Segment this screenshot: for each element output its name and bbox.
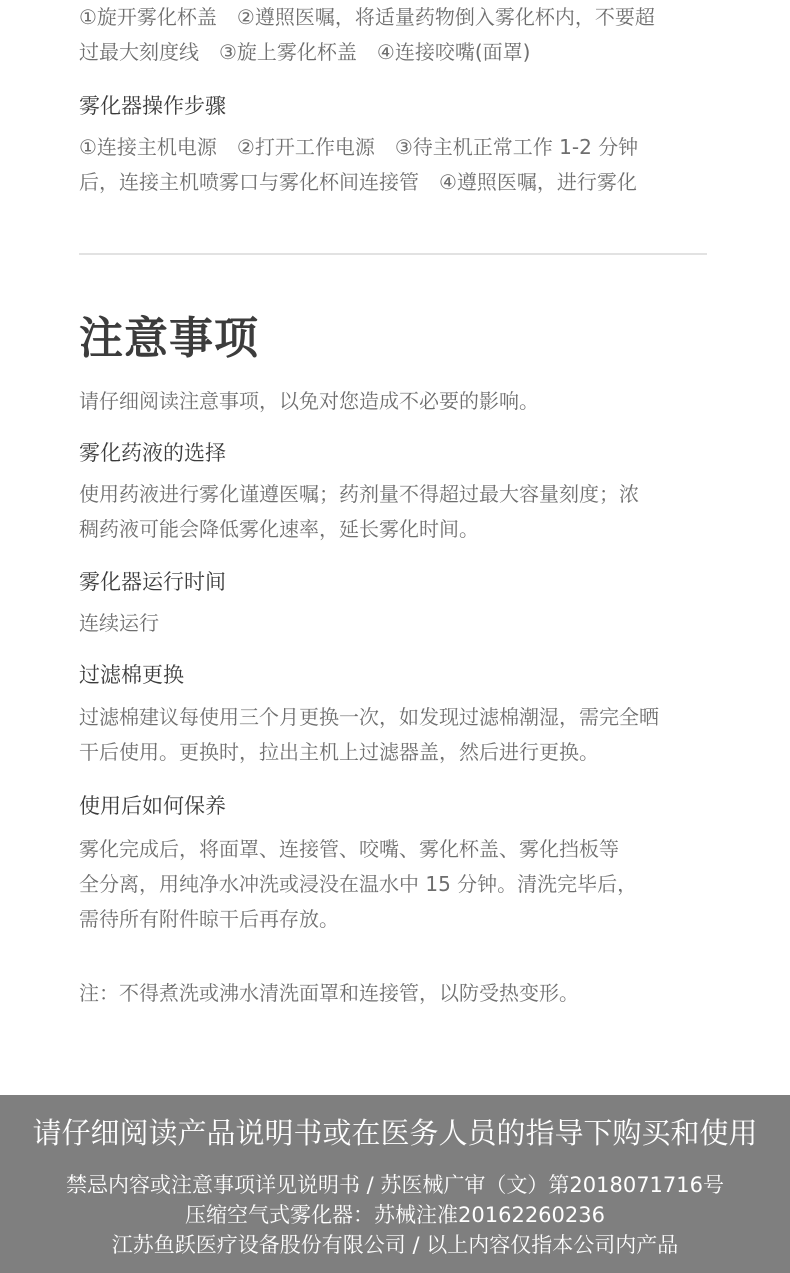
medicine-selection-heading: 雾化药液的选择: [79, 441, 226, 465]
cleaning-note: 注：不得煮洗或沸水清洗面罩和连接管，以防受热变形。: [79, 981, 579, 1005]
operation-steps-text: ①连接主机电源 ②打开工作电源 ③待主机正常工作 1-2 分钟 后，连接主机喷雾口与雾化杯间连接管 ④遵照医嘱，进行雾化: [79, 135, 639, 194]
operation-steps-heading: 雾化器操作步骤: [79, 94, 226, 118]
medicine-selection-text: 使用药液进行雾化谨遵医嘱；药剂量不得超过最大容量刻度；浓 稠药液可能会降低雾化速率，延长雾化时间。: [79, 482, 639, 541]
after-use-care-text: 雾化完成后，将面罩、连接管、咬嘴、雾化杯盖、雾化挡板等 全分离，用纯净水冲洗或浸没在温水中 15 分钟。清洗完毕后， 需待所有附件晾干后再存放。: [79, 837, 638, 931]
after-use-care-heading: 使用后如何保养: [79, 794, 226, 818]
run-time-text: 连续运行: [79, 611, 159, 635]
footer-banner: [0, 1095, 790, 1273]
filter-replacement-text: 过滤棉建议每使用三个月更换一次，如发现过滤棉潮湿，需完全晒 干后使用。更换时，拉出主机上过滤器盖，然后进行更换。: [79, 705, 659, 764]
notice-intro: 请仔细阅读注意事项，以免对您造成不必要的影响。: [79, 389, 539, 413]
footer-main-warning: 请仔细阅读产品说明书或在医务人员的指导下购买和使用: [32, 1116, 758, 1150]
notice-title: 注意事项: [79, 313, 259, 364]
assembly-steps-text: ①旋开雾化杯盖 ②遵照医嘱，将适量药物倒入雾化杯内，不要超 过最大刻度线 ③旋上雾化杯盖 ④连接咬嘴(面罩): [79, 5, 655, 64]
footer-registration-line: 压缩空气式雾化器：苏械注准20162260236: [185, 1203, 605, 1227]
run-time-heading: 雾化器运行时间: [79, 570, 226, 594]
footer-approval-line: 禁忌内容或注意事项详见说明书 / 苏医械广审（文）第2018071716号: [65, 1173, 725, 1197]
section-divider: [79, 253, 707, 255]
footer-company-line: 江苏鱼跃医疗设备股份有限公司 / 以上内容仅指本公司内产品: [111, 1233, 679, 1257]
filter-replacement-heading: 过滤棉更换: [79, 663, 184, 687]
